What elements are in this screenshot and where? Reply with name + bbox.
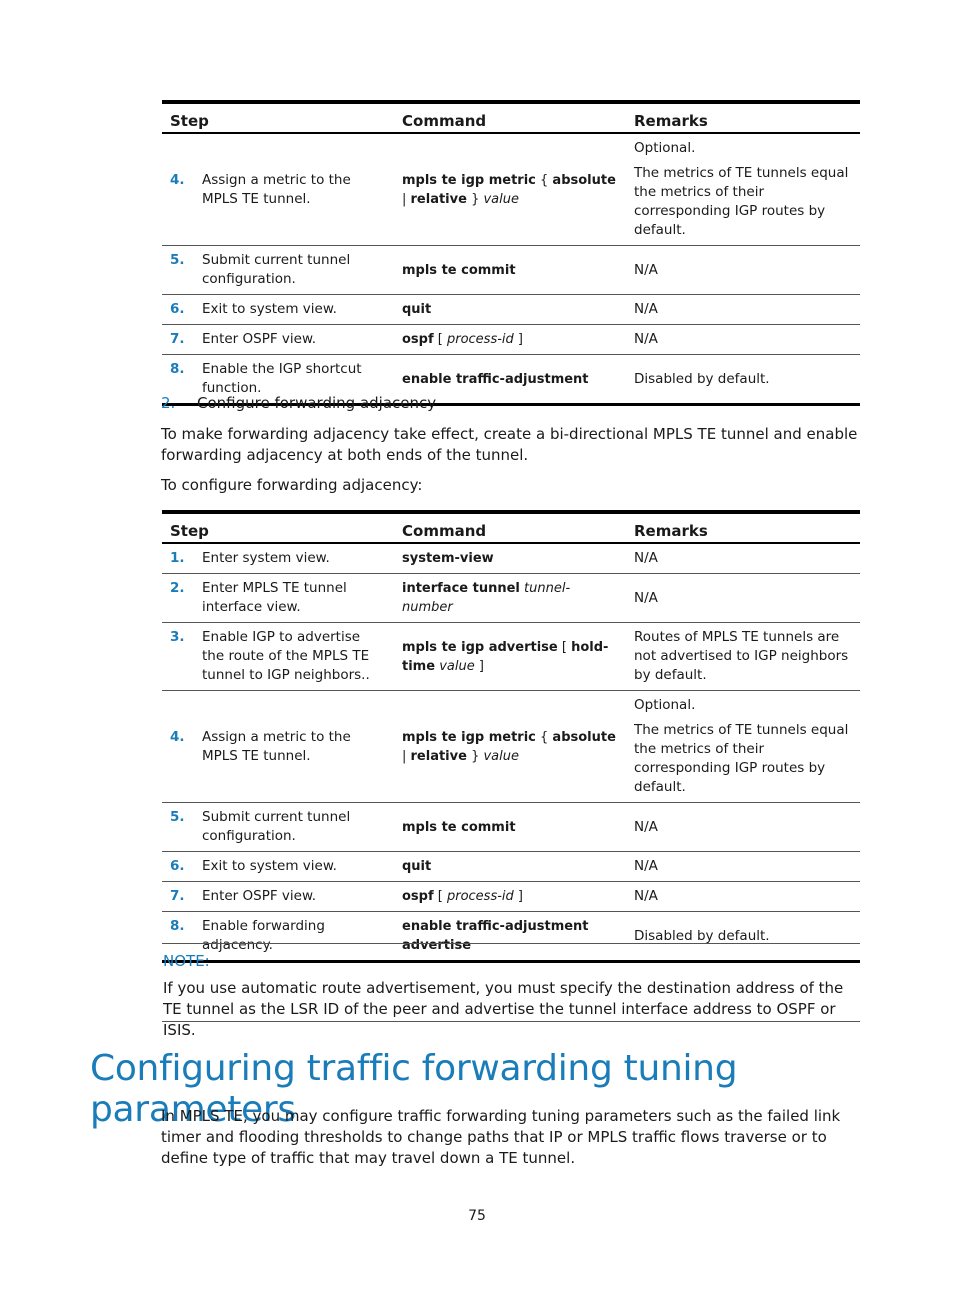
command-argument: tunnel-number [402, 581, 571, 615]
cell-command [394, 691, 626, 803]
remark-text: N/A [634, 818, 658, 835]
section-paragraph: In MPLS TE, you may configure traffic forwarding tuning parameters such as the failed link timer and flooding thresholds to change paths that IP or MPLS traffic flows traverse or to define type of traffic that may travel down a TE tunnel. [161, 1107, 841, 1167]
cell-step [162, 133, 394, 246]
table-row [162, 295, 860, 325]
cell-command [394, 623, 626, 691]
step-number: 3. [170, 629, 185, 645]
command-keyword: mpls te commit [402, 262, 516, 278]
header-remarks: Remarks [626, 512, 860, 543]
cell-step [162, 543, 394, 574]
cell-remarks [626, 803, 860, 852]
remark-text: N/A [634, 261, 658, 278]
cell-command [394, 295, 626, 325]
cell-step [162, 325, 394, 355]
command-syntax: ] [513, 889, 523, 904]
step-number: 5. [170, 252, 185, 268]
step-description: Assign a metric to the MPLS TE tunnel. [202, 728, 351, 764]
cell-remarks [626, 295, 860, 325]
command-syntax: | [402, 172, 621, 207]
remark-text: Disabled by default. [634, 927, 770, 944]
table-row [162, 133, 860, 246]
paragraph-to-configure: To configure forwarding adjacency: [161, 476, 423, 494]
page-number: 75 [468, 1208, 486, 1224]
header-step: Step [162, 102, 394, 133]
table-row [162, 882, 860, 912]
table-row [162, 852, 860, 882]
command-syntax: [ [557, 639, 572, 655]
command-keyword: hold-time [402, 639, 609, 674]
command-keyword: quit [402, 859, 432, 874]
step-description: Assign a metric to the MPLS TE tunnel. [202, 171, 351, 207]
command-keyword: ospf [402, 332, 434, 347]
cell-step [162, 803, 394, 852]
cell-step [162, 295, 394, 325]
remark-text: N/A [634, 331, 658, 347]
remark-text: Routes of MPLS TE tunnels are not advertised to IGP neighbors by default. [634, 629, 849, 683]
step-description: Enter MPLS TE tunnel interface view. [202, 580, 347, 615]
sublist-text: Configure forwarding adjacency [197, 394, 437, 412]
command-keyword: absolute [552, 729, 616, 745]
table-row [162, 543, 860, 574]
command-keyword: absolute [552, 172, 616, 188]
note-label: NOTE: [163, 952, 210, 970]
command-keyword: enable traffic-adjustment advertise [402, 919, 589, 953]
command-syntax: { [535, 729, 553, 745]
remark-text: N/A [634, 550, 658, 566]
cell-step [162, 623, 394, 691]
command-syntax: ] [513, 332, 523, 347]
step-description: Enter system view. [202, 550, 330, 566]
table-row [162, 623, 860, 691]
step-description: Submit current tunnel configuration. [202, 252, 351, 287]
step-number: 2. [170, 580, 185, 596]
remark-text: N/A [634, 301, 658, 317]
cell-command [394, 882, 626, 912]
step-number: 7. [170, 331, 185, 347]
cell-command [394, 133, 626, 246]
remark-text: N/A [634, 858, 658, 874]
sublist-number: 2. [161, 394, 176, 412]
step-number: 8. [170, 918, 185, 934]
remark-text: Optional. [634, 140, 696, 156]
command-keyword: system-view [402, 551, 494, 566]
step-number: 4. [170, 171, 185, 188]
header-command: Command [394, 102, 626, 133]
cell-remarks [626, 882, 860, 912]
note-box [162, 943, 860, 1039]
command-table-forwarding-adjacency [162, 510, 860, 963]
table-row [162, 574, 860, 623]
command-syntax: } [466, 748, 484, 764]
step-number: 8. [170, 361, 185, 377]
command-syntax: | [402, 729, 621, 764]
step-description: Enable IGP to advertise the route of the MPLS TE tunnel to IGP neighbors.. [202, 629, 370, 683]
note-text: If you use automatic route advertisement, you must specify the destination address of the TE tunnel as the LSR ID of the peer and advertise the tunnel interface address to OSPF or ISIS. [163, 979, 844, 1039]
cell-remarks [626, 325, 860, 355]
cell-step [162, 691, 394, 803]
step-description: Submit current tunnel configuration. [202, 809, 351, 844]
table-header-row [162, 102, 860, 133]
step-number: 5. [170, 809, 185, 825]
cell-command [394, 246, 626, 295]
cell-remarks [626, 246, 860, 295]
command-syntax: } [466, 191, 484, 207]
cell-remarks [626, 623, 860, 691]
remark-text: Optional. [634, 697, 696, 713]
step-number: 6. [170, 858, 185, 874]
command-keyword: mpls te igp advertise [402, 639, 558, 655]
command-keyword: mpls te igp metric [402, 172, 536, 188]
cell-remarks [626, 691, 860, 803]
table-row [162, 325, 860, 355]
command-argument: process-id [446, 889, 514, 904]
cell-command [394, 852, 626, 882]
command-keyword: relative [410, 748, 467, 764]
header-step: Step [162, 512, 394, 543]
cell-step [162, 882, 394, 912]
command-table-igp-shortcut [162, 100, 860, 406]
step-number: 7. [170, 888, 185, 904]
paragraph-forwarding-adjacency-intro: To make forwarding adjacency take effect, create a bi-directional MPLS TE tunnel and enable forwarding adjacency at both ends of the tunnel. [161, 425, 858, 464]
cell-remarks [626, 543, 860, 574]
step-number: 1. [170, 550, 185, 566]
cell-remarks [626, 574, 860, 623]
step-number: 6. [170, 301, 185, 317]
command-syntax: { [535, 172, 553, 188]
step-description: Enable forwarding adjacency. [202, 918, 325, 953]
table-header-row [162, 512, 860, 543]
sublist-item-configure-forwarding-adjacency [161, 393, 436, 414]
table-row [162, 803, 860, 852]
cell-command [394, 574, 626, 623]
step-description: Exit to system view. [202, 301, 337, 317]
step-description: Enter OSPF view. [202, 888, 317, 904]
command-keyword: enable traffic-adjustment [402, 371, 589, 387]
cell-step [162, 852, 394, 882]
command-keyword: relative [410, 191, 467, 207]
header-remarks: Remarks [626, 102, 860, 133]
cell-step [162, 246, 394, 295]
cell-remarks [626, 355, 860, 405]
command-argument: process-id [446, 332, 514, 347]
section-title: Configuring traffic forwarding tuning parameters [90, 1048, 738, 1130]
command-keyword: mpls te igp metric [402, 729, 536, 745]
cell-command [394, 325, 626, 355]
cell-command [394, 543, 626, 574]
command-keyword: quit [402, 302, 432, 317]
command-keyword: mpls te commit [402, 819, 516, 835]
table-row [162, 691, 860, 803]
remark-text: N/A [634, 589, 658, 606]
command-argument: value [483, 748, 519, 764]
command-syntax: [ [433, 332, 447, 347]
cell-remarks [626, 133, 860, 246]
step-description: Enter OSPF view. [202, 331, 317, 347]
command-argument: value [439, 658, 475, 674]
remark-text: Disabled by default. [634, 370, 770, 387]
remark-text: N/A [634, 888, 658, 904]
step-description: Enable the IGP shortcut function. [202, 361, 362, 396]
command-syntax: ] [474, 658, 484, 674]
step-number: 4. [170, 728, 185, 745]
remark-text: The metrics of TE tunnels equal the metrics of their corresponding IGP routes by default. [634, 165, 849, 238]
command-argument: value [483, 191, 519, 207]
command-keyword: interface tunnel [402, 581, 520, 596]
remark-text: The metrics of TE tunnels equal the metrics of their corresponding IGP routes by default. [634, 722, 849, 795]
command-syntax: [ [433, 889, 447, 904]
step-description: Exit to system view. [202, 858, 337, 874]
header-command: Command [394, 512, 626, 543]
command-keyword: ospf [402, 889, 434, 904]
cell-remarks [626, 852, 860, 882]
cell-command [394, 803, 626, 852]
cell-step [162, 574, 394, 623]
table-row [162, 246, 860, 295]
